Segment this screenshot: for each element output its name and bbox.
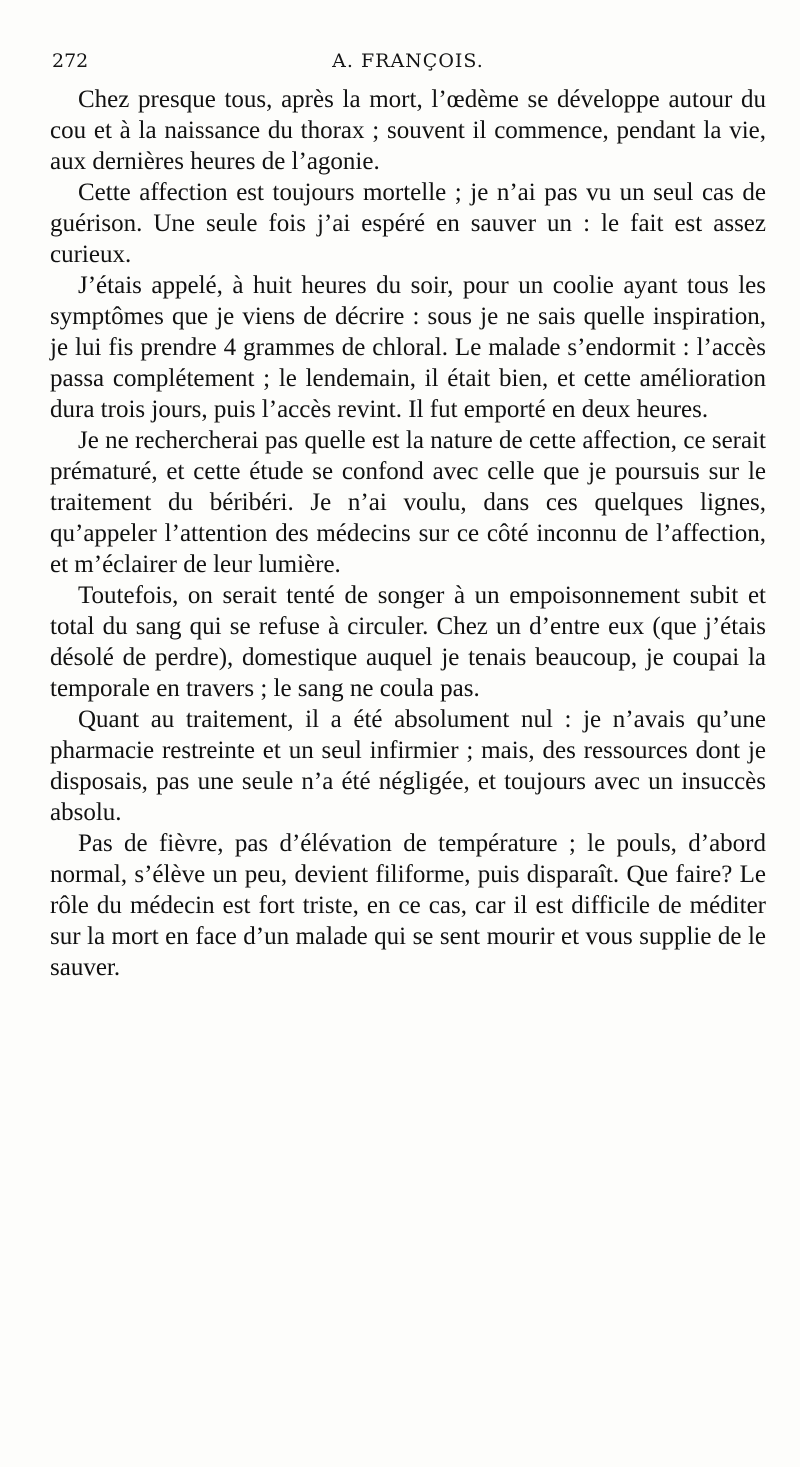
- paragraph: Quant au traitement, il a été absolument nul : je n’avais qu’une pharmacie restreinte et un seul infirmier ; mais, des ressources dont je disposais, pas une seule n’a été négligée, et toujours avec un insuccès absolu.: [50, 706, 766, 826]
- page-number: 272: [52, 50, 89, 72]
- paragraph: Chez presque tous, après la mort, l’œdème se développe autour du cou et à la naissance du thorax ; souvent il commence, pendant la vie, aux dernières heures de l’agonie.: [50, 86, 766, 175]
- paragraph: J’étais appelé, à huit heures du soir, pour un coolie ayant tous les symptômes que je viens de décrire : sous je ne sais quelle inspiration, je lui fis prendre 4 grammes de chloral. Le malade s’endormit : l’accès passa complétement ; le lendemain, il était bien, et cette amélioration dura trois jours, puis l’accès revint. Il fut emporté en deux heures.: [50, 272, 766, 423]
- paragraph: Toutefois, on serait tenté de songer à un empoisonnement subit et total du sang qui se refuse à circuler. Chez un d’entre eux (que j’étais désolé de perdre), domestique auquel je tenais beaucoup, je coupai la temporale en travers ; le sang ne coula pas.: [50, 582, 766, 702]
- paragraph: Pas de fièvre, pas d’élévation de température ; le pouls, d’abord normal, s’élève un peu, devient filiforme, puis disparaît. Que faire? Le rôle du médecin est fort triste, en ce cas, car il est difficile de méditer sur la mort en face d’un malade qui se sent mourir et vous supplie de le sauver.: [50, 830, 766, 981]
- paragraph: Je ne rechercherai pas quelle est la nature de cette affection, ce serait prématuré, et cette étude se confond avec celle que je poursuis sur le traitement du béribéri. Je n’ai voulu, dans ces quelques lignes, qu’appeler l’attention des médecins sur ce côté inconnu de l’affection, et m’éclairer de leur lumière.: [50, 427, 766, 578]
- body-text: [50, 84, 766, 983]
- paragraph: Cette affection est toujours mortelle ; je n’ai pas vu un seul cas de guérison. Une seule fois j’ai espéré en sauver un : le fait est assez curieux.: [50, 179, 766, 268]
- running-head: A. FRANÇOIS.: [332, 50, 484, 72]
- page-header: [52, 50, 764, 80]
